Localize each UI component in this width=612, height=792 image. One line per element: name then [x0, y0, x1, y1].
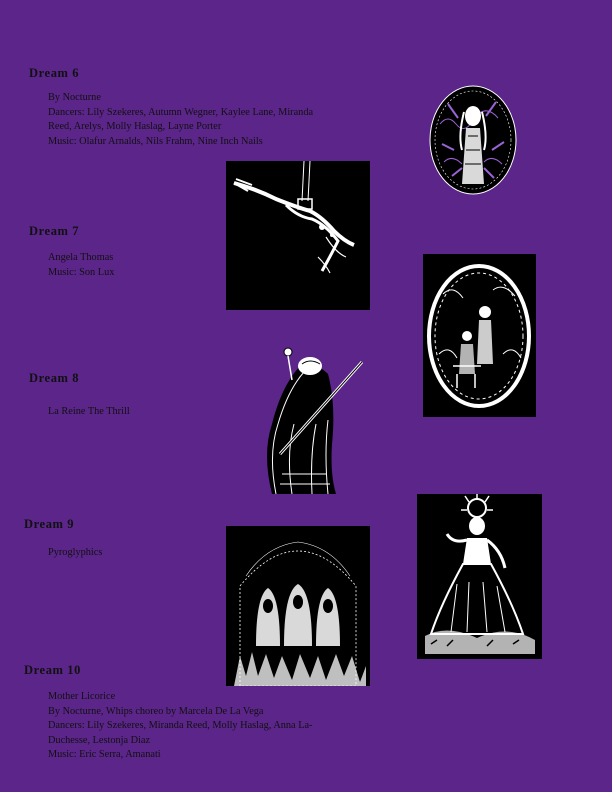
dream-9-heading: Dream 9 — [24, 517, 75, 531]
dream-10-line-1: Mother Licorice — [48, 691, 116, 702]
dream-6-credits — [48, 91, 313, 149]
oval-portrait-illustration — [428, 84, 518, 196]
dream-7-credits — [48, 251, 114, 280]
hooded-figures-illustration — [226, 526, 370, 686]
dream-10-heading: Dream 10 — [24, 663, 81, 677]
dream-9-credits — [48, 546, 102, 561]
dream-7-heading: Dream 7 — [29, 224, 80, 238]
dream-10-line-5: Music: Eric Serra, Amanati — [48, 749, 161, 760]
dream-6-line-3: Reed, Arelys, Molly Haslag, Layne Porter — [48, 121, 222, 132]
oval-couple-illustration — [423, 254, 536, 417]
aerial-performer-illustration — [226, 161, 370, 310]
fan-dancer-illustration — [417, 494, 542, 659]
dream-6-heading: Dream 6 — [29, 66, 80, 80]
dream-10-credits — [48, 690, 313, 763]
dream-10-line-4: Duchesse, Lestonja Diaz — [48, 734, 151, 746]
dream-8-line-1: La Reine The Thrill — [48, 406, 130, 417]
dream-6-line-1: By Nocturne — [48, 92, 101, 103]
dream-8-credits — [48, 405, 130, 420]
dream-6-line-2: Dancers: Lily Szekeres, Autumn Wegner, Kaylee Lane, Miranda — [48, 106, 314, 118]
dream-10-line-3: Dancers: Lily Szekeres, Miranda Reed, Molly Haslag, Anna La- — [48, 720, 313, 731]
dream-10-line-2: By Nocturne, Whips choreo by Marcela De La Vega — [48, 705, 264, 717]
dream-8-heading: Dream 8 — [29, 371, 80, 385]
dream-6-line-4: Music: Olafur Arnalds, Nils Frahm, Nine Inch Nails — [48, 135, 263, 147]
dream-9-line-1: Pyroglyphics — [48, 547, 103, 558]
sword-performer-illustration — [232, 344, 364, 500]
dream-7-line-2: Music: Son Lux — [48, 266, 115, 278]
dream-7-line-1: Angela Thomas — [48, 252, 114, 263]
